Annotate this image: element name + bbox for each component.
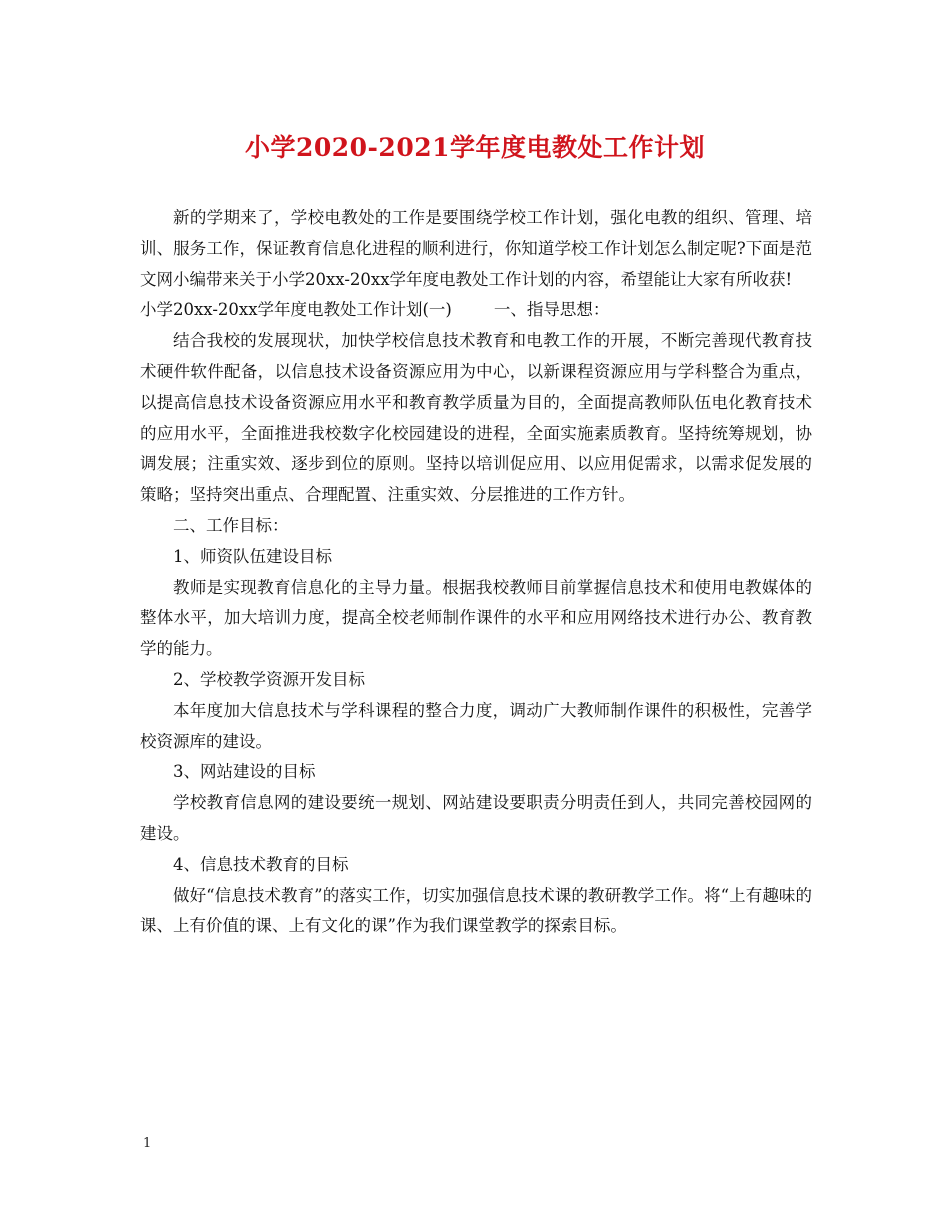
- page-number: 1: [143, 1136, 152, 1151]
- document-body: [140, 203, 812, 942]
- section1-heading: 一、指导思想：: [493, 300, 610, 320]
- section1-paragraph: 结合我校的发展现状，加快学校信息技术教育和电教工作的开展，不断完善现代教育技术硬件软件配备，以信息技术设备资源应用为中心，以新课程资源应用与学科整合为重点，以提高信息技术设备资源应用水平和教育教学质量为目的，全面提高教师队伍电化教育技术的应用水平，全面推进我校数字化校园建设的进程，全面实施素质教育。坚持统筹规划，协调发展；注重实效、逐步到位的原则。坚持以培训促应用、以应用促需求，以需求促发展的策略；坚持突出重点、合理配置、注重实效、分层推进的工作方针。: [140, 331, 812, 505]
- goal4-paragraph: 做好“信息技术教育”的落实工作，切实加强信息技术课的教研教学工作。将“上有趣味的课、上有价值的课、上有文化的课”作为我们课堂教学的探索目标。: [140, 885, 812, 936]
- section2-heading: 二、工作目标：: [173, 515, 289, 535]
- goal3-heading: 3、网站建设的目标: [173, 762, 316, 782]
- goal1-heading: 1、师资队伍建设目标: [173, 546, 332, 566]
- goal2-paragraph: 本年度加大信息技术与学科课程的整合力度，调动广大教师制作课件的积极性，完善学校资源库的建设。: [140, 700, 812, 751]
- intro-paragraph: 新的学期来了，学校电教处的工作是要围绕学校工作计划，强化电教的组织、管理、培训、服务工作，保证教育信息化进程的顺利进行，你知道学校工作计划怎么制定呢?下面是范文网小编带来关于小学20xx-20xx学年度电教处工作计划的内容，希望能让大家有所收获!: [140, 208, 812, 289]
- document-title: 小学2020-2021学年度电教处工作计划: [244, 133, 706, 162]
- goal2-heading: 2、学校教学资源开发目标: [173, 669, 365, 689]
- goal1-paragraph: 教师是实现教育信息化的主导力量。根据我校教师目前掌握信息技术和使用电教媒体的整体水平，加大培训力度，提高全校老师制作课件的水平和应用网络技术进行办公、教育教学的能力。: [140, 577, 812, 659]
- plan-subtitle: 小学20xx-20xx学年度电教处工作计划(一): [140, 300, 452, 320]
- subtitle-line: [140, 295, 812, 326]
- goal4-heading: 4、信息技术教育的目标: [173, 854, 349, 874]
- goal3-paragraph: 学校教育信息网的建设要统一规划、网站建设要职责分明责任到人，共同完善校园网的建设。: [140, 793, 812, 843]
